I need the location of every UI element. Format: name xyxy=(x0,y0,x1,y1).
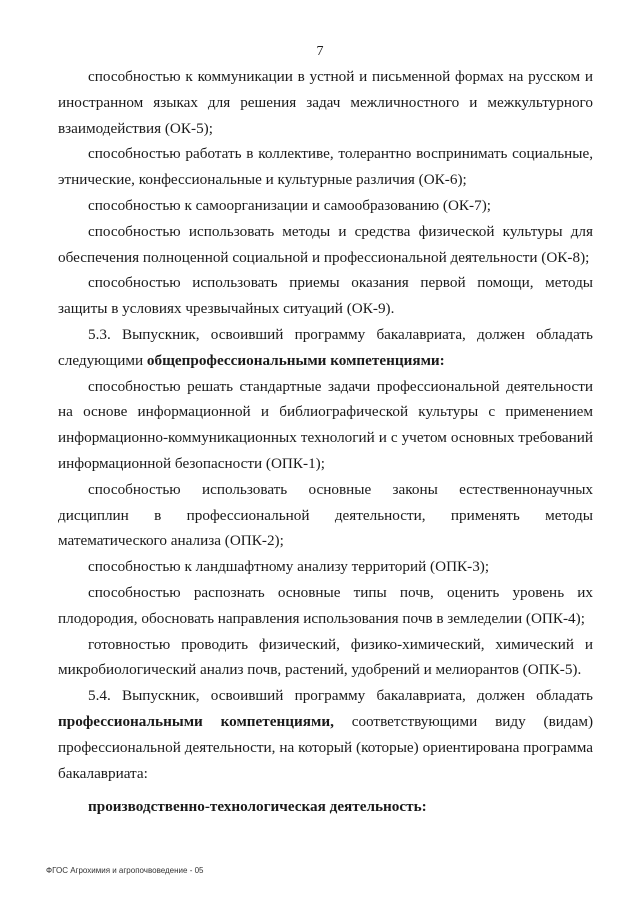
paragraph-opk4: способностью распознать основные типы почв, оценить уровень их плодородия, обосновать направления использования почв в земледелии (ОПК-4); xyxy=(58,583,593,627)
section-5-4-text-2: соответствующими виду (видам) профессиональной деятельности, на который (которые) ориентирована программа бакалавриата: xyxy=(58,712,594,782)
section-5-3-text: 5.3. Выпускник, освоивший программу бакалавриата, должен обладать следующими xyxy=(58,325,593,369)
paragraph-ok7: способностью к самоорганизации и самообразованию (ОК-7); xyxy=(88,196,491,214)
section-5-3-bold: общепрофессиональными компетенциями: xyxy=(146,351,445,369)
page-footer: ФГОС Агрохимия и агропочвоведение - 05 xyxy=(46,866,204,875)
paragraph-ok8: способностью использовать методы и средства физической культуры для обеспечения полноценной социальной и профессиональной деятельности (ОК-8); xyxy=(58,222,593,266)
paragraph-ok5: способностью к коммуникации в устной и письменной формах на русском и иностранном языках для решения задач межличностного и межкультурного взаимодействия (ОК-5); xyxy=(58,68,593,137)
paragraph-opk1: способностью решать стандартные задачи профессиональной деятельности на основе информационной и библиографической культуры с применением информационно-коммуникационных технологий и с учетом основных требований информационной безопасности (ОПК-1); xyxy=(58,377,593,472)
section-5-4-bold: профессиональными компетенциями, xyxy=(58,712,334,730)
page-number: 7 xyxy=(316,44,324,59)
section-5-4-text-1: 5.4. Выпускник, освоивший программу бакалавриата, должен обладать xyxy=(88,687,593,705)
heading-production-text: производственно-технологическая деятельность: xyxy=(88,798,427,816)
paragraph-ok9: способностью использовать приемы оказания первой помощи, методы защиты в условиях чрезвычайных ситуаций (ОК-9). xyxy=(58,274,593,318)
paragraph-ok6: способностью работать в коллективе, толерантно воспринимать социальные, этнические, конфессиональные и культурные различия (ОК-6); xyxy=(58,145,593,189)
paragraph-opk3: способностью к ландшафтному анализу территорий (ОПК-3); xyxy=(88,558,490,576)
paragraph-opk2: способностью использовать основные законы естественнонаучных дисциплин в профессиональной деятельности, применять методы математического анализа (ОПК-2); xyxy=(58,480,593,550)
paragraph-section-5-4 xyxy=(58,683,593,786)
paragraph-section-5-3 xyxy=(58,322,593,374)
paragraph-opk5: готовностью проводить физический, физико-химический, химический и микробиологический анализ почв, растений, удобрений и мелиорантов (ОПК-5). xyxy=(58,635,593,679)
document-body xyxy=(58,64,593,820)
heading-production xyxy=(58,794,593,820)
